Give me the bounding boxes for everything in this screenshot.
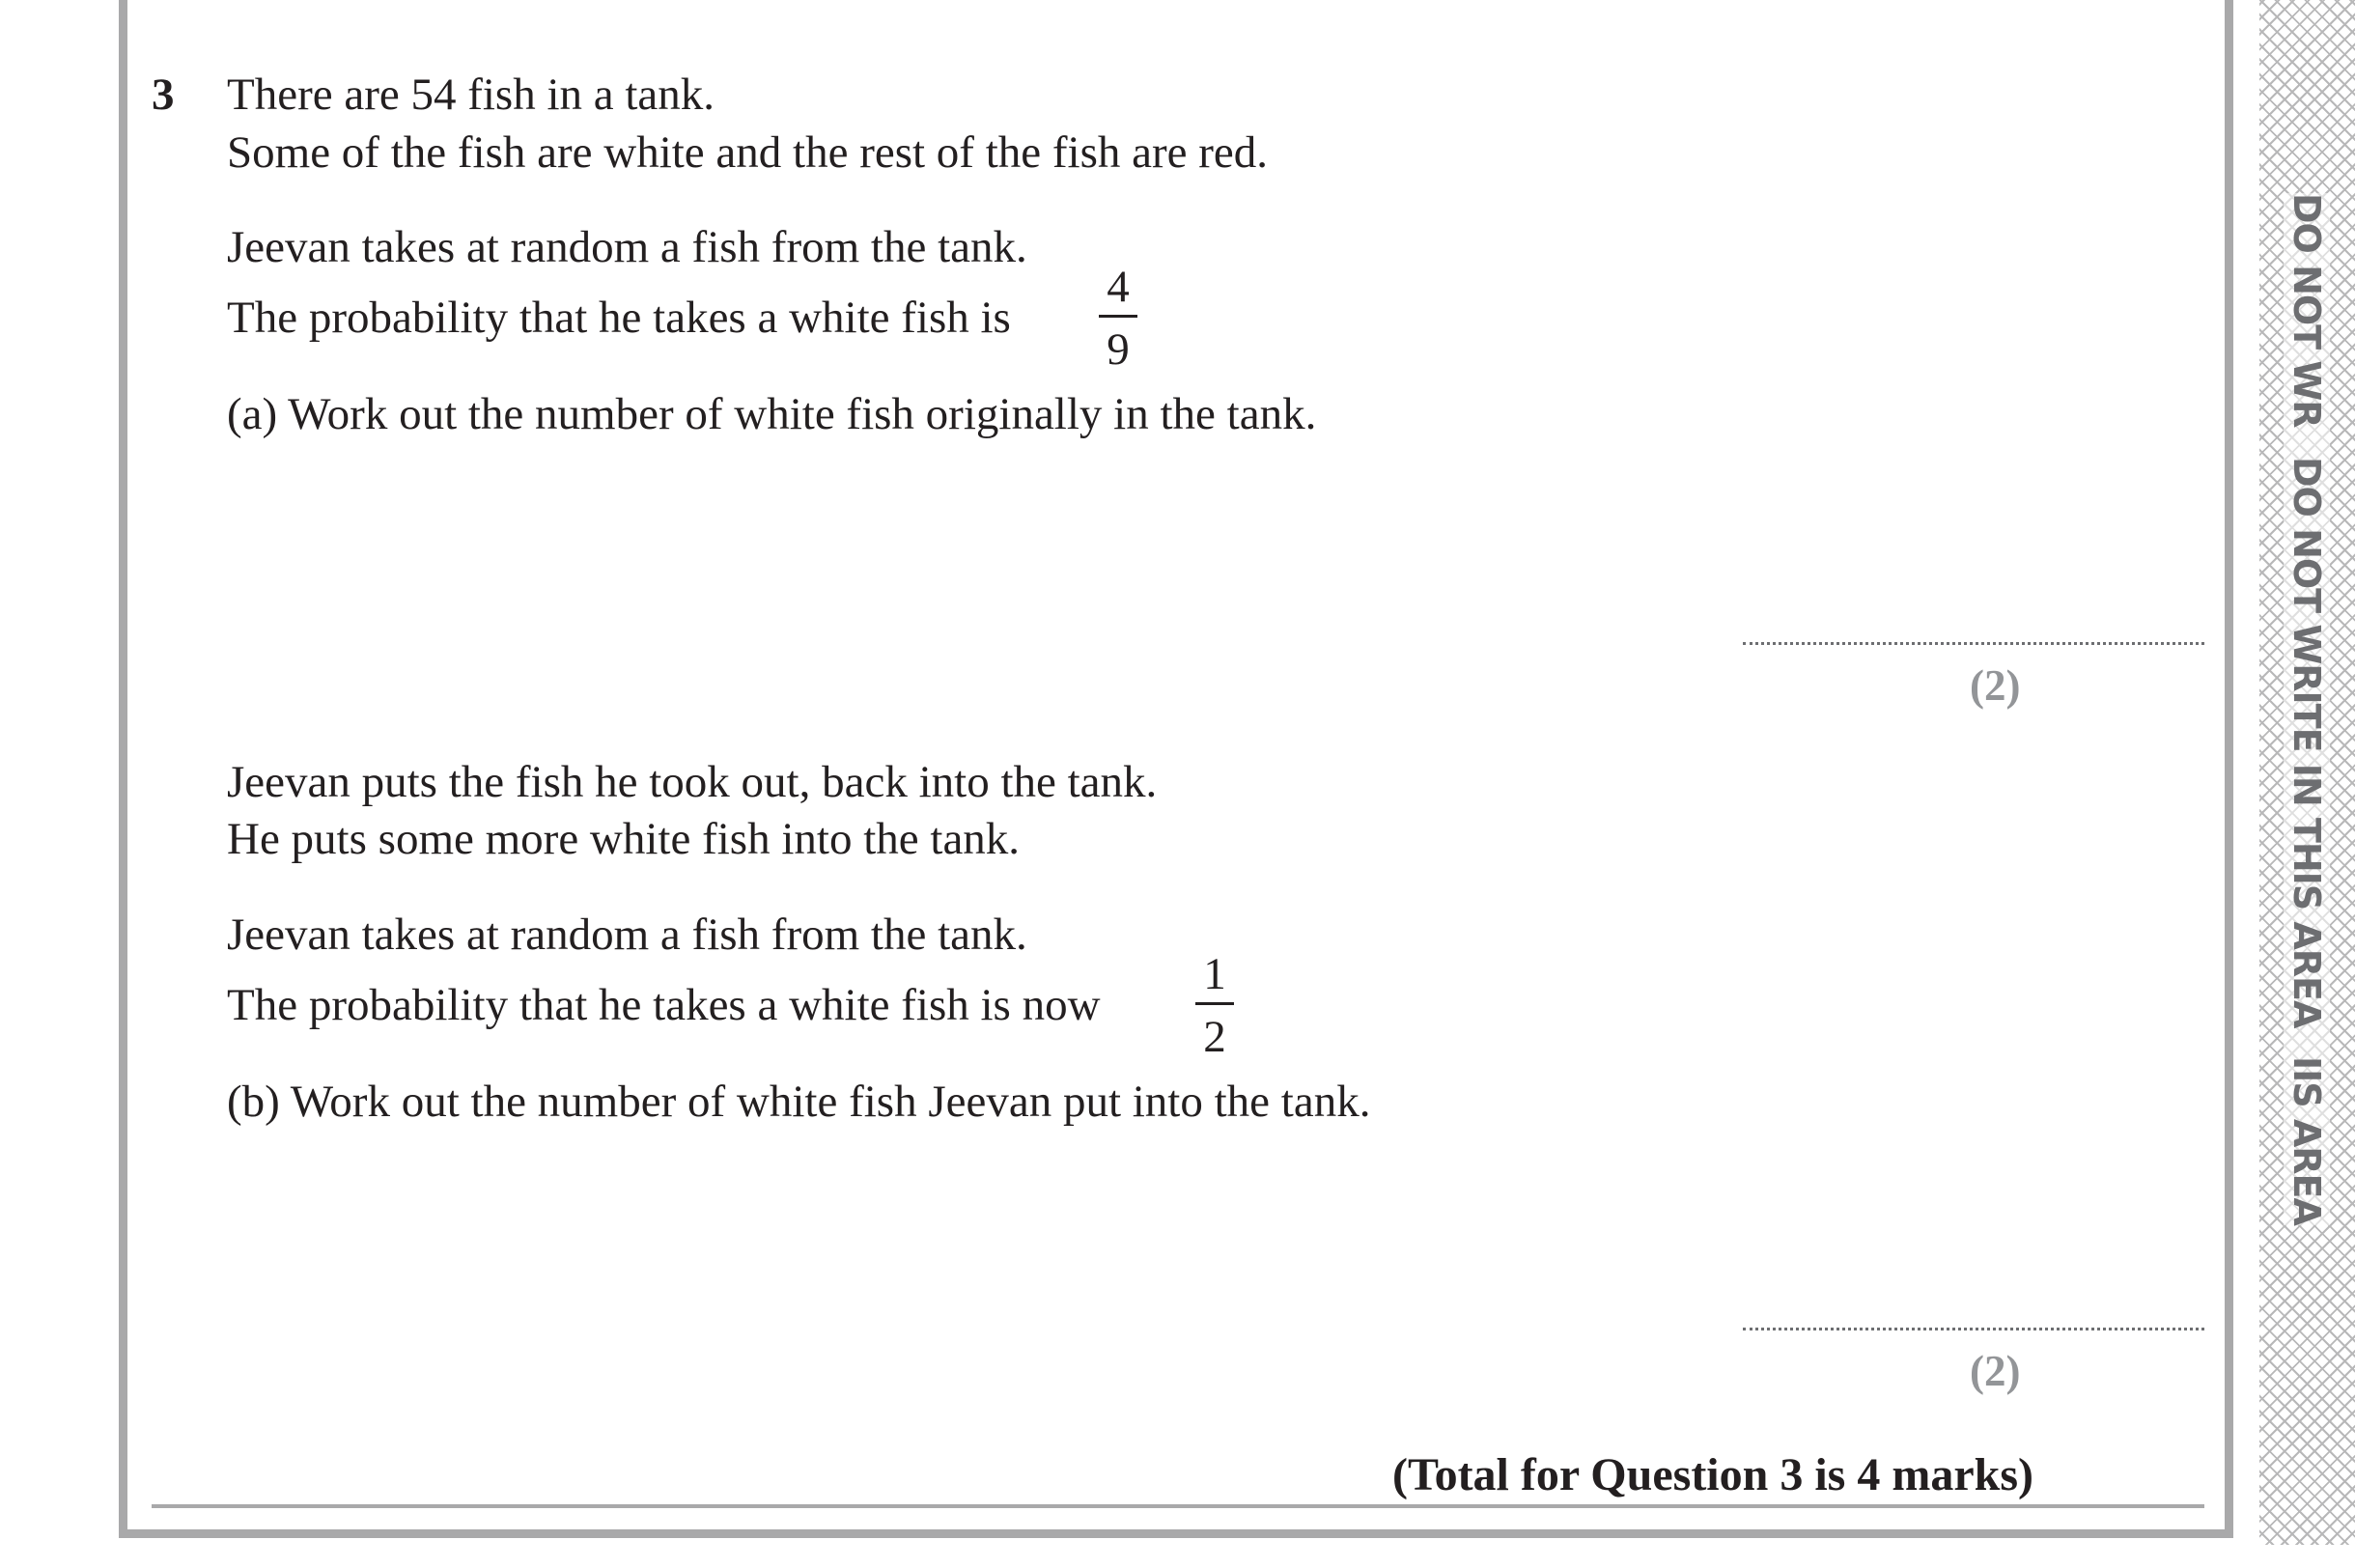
fraction-numerator: 4	[1107, 262, 1130, 312]
part-a-setup: Jeevan takes at random a fish from the tank.	[227, 222, 1027, 272]
fraction-denominator: 2	[1203, 1012, 1226, 1062]
answer-line-b[interactable]	[1743, 1328, 2204, 1330]
marks-a: (2)	[1970, 661, 2021, 710]
part-b-context-1: Jeevan puts the fish he took out, back into the tank.	[227, 757, 1158, 807]
part-b-prompt: (b) Work out the number of white fish Jeevan put into the tank.	[227, 1077, 1371, 1127]
marks-b: (2)	[1970, 1347, 2021, 1395]
fraction-numerator: 1	[1203, 949, 1226, 999]
part-a-probability-text: The probability that he takes a white fish is	[227, 293, 1011, 343]
part-b-setup: Jeevan takes at random a fish from the tank.	[227, 910, 1027, 960]
margin-text-1: DO NOT WR	[2285, 193, 2328, 428]
do-not-write-margin	[2284, 193, 2330, 1225]
part-a-prompt: (a) Work out the number of white fish originally in the tank.	[227, 389, 1317, 439]
part-b-context-2: He puts some more white fish into the tank.	[227, 814, 1021, 864]
part-b-probability-text: The probability that he takes a white fish is now	[227, 980, 1101, 1030]
intro-line-2: Some of the fish are white and the rest of the fish are red.	[227, 127, 1269, 178]
fraction-four-ninths	[1099, 263, 1137, 374]
fraction-one-half	[1195, 950, 1234, 1061]
margin-text-3: IIS AREA	[2285, 1055, 2328, 1225]
fraction-denominator: 9	[1107, 324, 1130, 375]
question-number: 3	[152, 70, 175, 120]
fraction-bar	[1099, 315, 1137, 318]
total-rule	[152, 1504, 2204, 1508]
total-marks: (Total for Question 3 is 4 marks)	[1391, 1449, 2033, 1500]
answer-line-a[interactable]	[1743, 642, 2204, 645]
margin-text-2: DO NOT WRITE IN THIS AREA	[2285, 456, 2328, 1027]
fraction-bar	[1195, 1002, 1234, 1005]
intro-line-1: There are 54 fish in a tank.	[227, 70, 715, 120]
